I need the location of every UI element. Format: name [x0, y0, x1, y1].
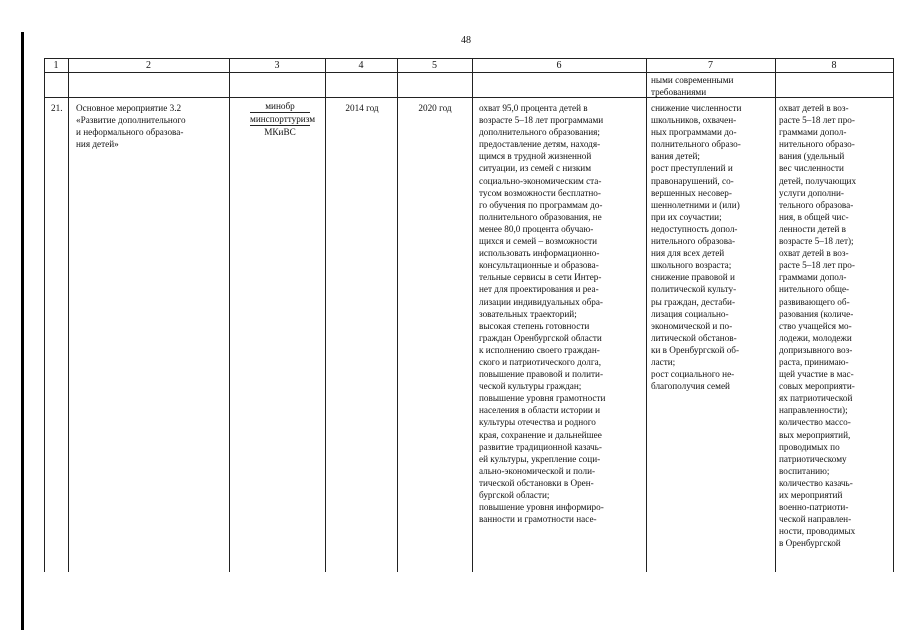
- page-number: 48: [461, 35, 471, 46]
- column-border: [44, 58, 45, 572]
- column-header: 1: [53, 60, 59, 71]
- responsible-ministry: МКиВС: [264, 127, 296, 137]
- column-border: [775, 58, 776, 572]
- header-bottom-border: [44, 72, 893, 73]
- continuation-cell-risks: ными современными требованиями: [651, 75, 734, 97]
- related-indicators: охват детей в воз- расте 5–18 лет про- граммами допол- нительного образо- вания (удельный вес численности детей, получающих услуги дополни- тельного образова- ния, в общей чис- ленности детей в возрасте 5–18 лет); охват детей в воз- расте 5–18 лет про- граммами допол- нительного обще- развивающего об- разования (количе- ство учащейся мо- лодежи, молодежи допризывного воз- раста, принимаю- щей участие в мас- совых мероприяти- ях патриотической направленности); количество массо- вых мероприятий, проводимых по патриотическому воспитанию; количество казачь- их мероприятий военно-патриоти- ческой направлен- ности, проводимых в Оренбургской: [779, 103, 857, 549]
- column-border: [397, 58, 398, 572]
- column-header: 8: [831, 60, 837, 71]
- page-binding-edge: [21, 32, 24, 630]
- ministry-divider: [250, 112, 310, 113]
- activity-title: Основное мероприятие 3.2 «Развитие дополнительного и неформального образова- ния детей»: [76, 103, 186, 150]
- column-border: [893, 58, 894, 572]
- ministry-divider: [250, 125, 310, 126]
- column-header: 2: [146, 60, 151, 71]
- column-header: 6: [556, 60, 562, 71]
- non-implementation-consequences: снижение численности школьников, охвачен- ных программами до- полнительного образо- вания детей; рост преступлений и правонарушений, со- вершенных несовер- шеннолетними и (или) при их соучастии; недоступность допол- нительного образова- ния для всех детей школьного возраста; снижение правовой и политической культу- ры граждан, дестаби- лизация социально- экономической и по- литической обстанов- ки в Оренбургской об- ласти; рост социального не- благополучия семей: [651, 103, 742, 392]
- start-year: 2014 год: [345, 103, 379, 113]
- table-top-border: [44, 58, 893, 59]
- row-number: 21.: [51, 103, 63, 113]
- expected-results: охват 95,0 процента детей в возрасте 5–18 лет программами дополнительного образования; предоставление детям, находя- щимся в трудной жизненной ситуации, из семей с низким социально-экономическим ста- тусом возможности бесплатно- го обучения по программам до- полнительного образования, не менее 80,0 процента обучаю- щихся и семей – возможности использовать информационно- консультационные и образова- тельные сервисы в сети Интер- нет для проектирования и реа- лизации индивидуальных обра- зовательных траекторий; высокая степень готовности граждан Оренбургской области к исполнению своего граждан- ского и патриотического долга, повышение правовой и полити- ческой культуры граждан; повышение уровня грамотности населения в области истории и культуры отечества и родного края, сохранение и дальнейшее развитие традиционной казачь- ей культуры, укрепление соци- ально-экономической и поли- тической обстановки в Орен- бургской области; повышение уровня информиро- ванности и грамотности насе-: [479, 103, 606, 525]
- column-border: [325, 58, 326, 572]
- column-border: [646, 58, 647, 572]
- column-header: 3: [274, 60, 280, 71]
- column-border: [68, 58, 69, 572]
- column-border: [472, 58, 473, 572]
- responsible-ministry: минобр: [265, 101, 295, 111]
- column-header: 7: [708, 60, 713, 71]
- responsible-ministry: минспорттуризм: [250, 114, 316, 124]
- row-separator: [44, 97, 893, 98]
- column-header: 4: [358, 60, 364, 71]
- column-border: [229, 58, 230, 572]
- end-year: 2020 год: [418, 103, 452, 113]
- column-header: 5: [432, 60, 437, 71]
